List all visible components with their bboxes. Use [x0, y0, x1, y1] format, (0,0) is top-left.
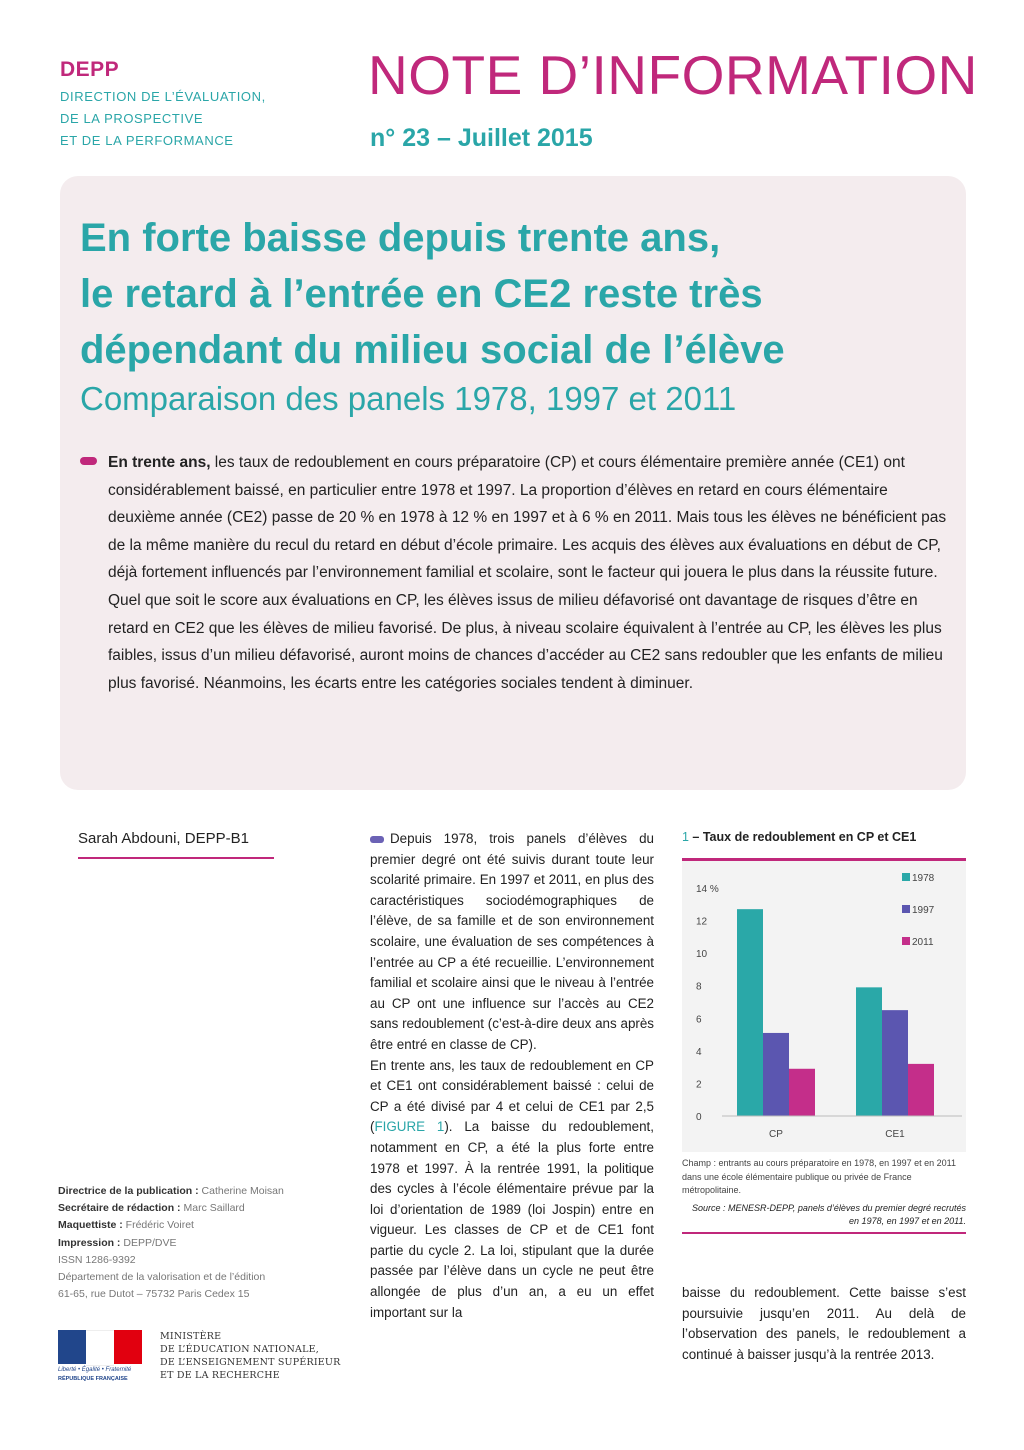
bar-chart	[682, 861, 966, 1152]
figure-note: Champ : entrants au cours préparatoire en 1978, en 1997 et en 2011 dans une école élémentaire publique ou privée de France métropolitaine.	[682, 1158, 957, 1195]
bar-ce1-2011	[908, 1064, 934, 1116]
colophon-line: Impression : DEPP/DVE	[58, 1236, 177, 1249]
org-line-2: DE LA PROSPECTIVE	[60, 111, 204, 126]
subheadline: Comparaison des panels 1978, 1997 et 2011	[80, 380, 737, 417]
colophon-line: Directrice de la publication : Catherine Moisan	[58, 1185, 284, 1197]
body-paragraph-1: Depuis 1978, trois panels d’élèves du premier degré ont été suivis durant toute leur scolarité primaire. En 1997 et 2011, en plus des caractéristiques sociodémographiques de l’élève, de sa famille et de son environnement scolaire, une évaluation de ses compétences à l’entrée au CP a été recueillie. L’environnement familial et scolaire ainsi que le niveau à l’entrée au CP ont une influence sur l’accès au CE2 sans redoublement (c’est-à-dire deux ans après être entré en classe de CP).	[370, 831, 654, 1052]
issue-number: n° 23 – Juillet 2015	[370, 124, 593, 152]
figure-source: Source : MENESR-DEPP, panels d’élèves du premier degré recrutés en 1978, en 1997 et en 2011.	[692, 1203, 966, 1226]
figure-reference-link[interactable]: FIGURE 1	[374, 1119, 445, 1135]
headline-line-2: le retard à l’entrée en CE2 reste très	[80, 272, 763, 316]
marianne-text: Liberté • Égalité • Fraternité RÉPUBLIQUE FRANÇAISE	[58, 1367, 132, 1382]
colophon-line: Maquettiste : Frédéric Voiret	[58, 1219, 194, 1232]
figure-title: 1 – Taux de redoublement en CP et CE1	[682, 830, 917, 844]
headline-line-1: En forte baisse depuis trente ans,	[80, 216, 721, 260]
body-column-1	[370, 829, 654, 1323]
legend-label-1978: 1978	[912, 873, 935, 884]
headline	[80, 210, 960, 378]
bar-cp-1997	[763, 1033, 789, 1116]
org-name: DEPP	[60, 58, 120, 81]
summary-lead: En trente ans,	[108, 454, 211, 471]
author: Sarah Abdouni, DEPP-B1	[78, 830, 249, 847]
x-category-label: CE1	[885, 1129, 905, 1140]
y-tick-label: 6	[696, 1014, 702, 1026]
colophon	[58, 1183, 328, 1303]
legend-swatch-2011	[902, 937, 910, 945]
y-tick-label: 8	[696, 981, 702, 993]
legend-swatch-1997	[902, 905, 910, 913]
legend-label-2011: 2011	[912, 937, 934, 948]
bar-ce1-1997	[882, 1010, 908, 1116]
french-flag-logo	[58, 1330, 142, 1364]
y-tick-label: 4	[696, 1046, 702, 1058]
author-divider	[78, 857, 274, 859]
figure-bottom-rule	[682, 1232, 966, 1234]
summary-text	[108, 449, 958, 697]
summary-body: les taux de redoublement en cours préparatoire (CP) et cours élémentaire première année (CE1) ont considérablement baissé, en particulier entre 1978 et 1997. La proportion d’élèves en retard en cours élémentaire deuxième année (CE2) passe de 20 % en 1978 à 12 % en 1997 et à 6 % en 2011. Mais tous les élèves ne bénéficient pas de la même manière du recul du retard en début d’école primaire. Les acquis des élèves aux évaluations en début de CP, déjà fortement influencés par l’environnement familial et scolaire, sont le facteur qui jouera le plus dans la réussite future. Quel que soit le score aux évaluations en CP, les élèves issus de milieu défavorisé ont davantage de risques d’être en retard en CE2 que les élèves de milieu favorisé. De plus, à niveau scolaire équivalent à l’entrée au CP, les élèves les plus faibles, issus d’un milieu défavorisé, auront moins de chances d’accéder au CE2 sans redoubler que les enfants de milieu plus favorisé. Néanmoins, les écarts entre les catégories sociales tendent à diminuer.	[108, 454, 947, 692]
org-line-1: DIRECTION DE L’ÉVALUATION,	[60, 89, 266, 104]
legend-label-1997: 1997	[912, 905, 935, 916]
body-column-2: baisse du redoublement. Cette baisse s’est poursuivie jusqu’en 2011. Au delà de l’observation des panels, le redoublement a continué à baisser jusqu’à la rentrée 2013.	[682, 1285, 966, 1362]
publication-title: NOTE D’INFORMATION	[368, 44, 978, 106]
bar-cp-2011	[789, 1069, 815, 1116]
colophon-line: Secrétaire de rédaction : Marc Saillard	[58, 1202, 245, 1215]
bar-cp-1978	[737, 909, 763, 1116]
y-tick-label: 2	[696, 1079, 702, 1091]
ministry-name: MINISTÈRE DE L’ÉDUCATION NATIONALE, DE L’ENSEIGNEMENT SUPÉRIEUR ET DE LA RECHERCHE	[160, 1331, 341, 1381]
headline-line-3: dépendant du milieu social de l’élève	[80, 328, 785, 372]
colophon-line: Département de la valorisation et de l’édition	[58, 1271, 266, 1284]
y-tick-label: 0	[696, 1112, 702, 1123]
x-category-label: CP	[769, 1129, 783, 1140]
body-paragraph-2: En trente ans, les taux de redoublement en CP et CE1 ont considérablement baissé : celui de CP a été divisé par 4 et celui de CE1 par 2,5 (FIGURE 1). La baisse du redoublement, notamment en CP, a été la plus forte entre 1978 et 1997. À la rentrée 1991, la politique des cycles à l’école élémentaire prévue par la loi d’orientation de 1989 (loi Jospin) entre en vigueur. Les classes de CP et de CE1 font partie du cycle 2. La loi, stipulant que la durée passée par l’élève dans un cycle ne peut être allongée de plus d’un an, a eu un effet important sur la	[370, 1057, 654, 1320]
colophon-line: ISSN 1286-9392	[58, 1253, 136, 1266]
legend-swatch-1978	[902, 873, 910, 881]
y-tick-label: 12	[696, 916, 708, 928]
y-tick-label: 14 %	[696, 884, 719, 895]
org-line-3: ET DE LA PERFORMANCE	[60, 133, 234, 148]
summary-bullet-icon	[80, 457, 97, 465]
y-tick-label: 10	[696, 949, 708, 961]
paragraph-bullet-icon	[370, 836, 384, 843]
bar-ce1-1978	[856, 987, 882, 1116]
colophon-line: 61-65, rue Dutot – 75732 Paris Cedex 15	[58, 1288, 250, 1301]
